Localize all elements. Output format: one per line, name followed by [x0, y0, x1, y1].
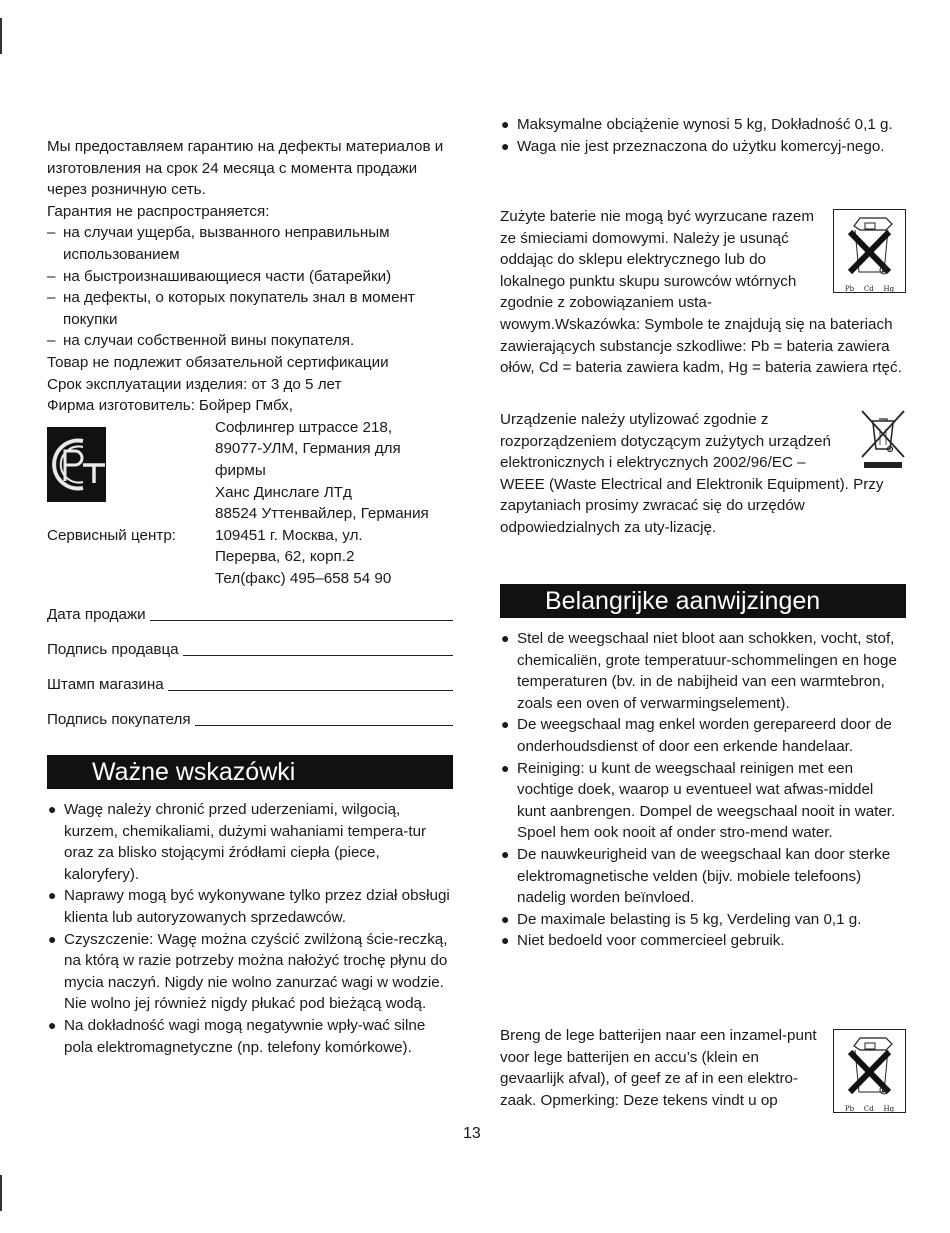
manufacturer-line: 89077-УЛМ, Германия для [215, 440, 401, 458]
label-cd: Cd [863, 1105, 874, 1113]
fill-in-line[interactable] [195, 725, 453, 726]
battery-icon-labels [834, 285, 905, 293]
bullet-icon: ● [501, 932, 510, 949]
section-heading-dutch: Belangrijke aanwijzingen [500, 584, 906, 618]
label-pb: Pb [844, 1105, 855, 1113]
service-center-lines [215, 525, 391, 590]
bullet-icon: ● [501, 137, 510, 154]
label-hg: Hg [883, 285, 895, 293]
bullet-icon: ● [501, 759, 510, 776]
battery-icon-labels [834, 1105, 905, 1113]
battery-disposal-block [500, 206, 906, 379]
list-item: – на случаи ущерба, вызванного неправильным использованием [47, 224, 390, 263]
battery-bin-crossed-icon [833, 209, 906, 293]
dutch-battery-block [500, 1025, 906, 1111]
list-item: ● Naprawy mogą być wykonywane tylko przez dział obsługi klienta lub autoryzowanych sprzedawców. [48, 887, 450, 926]
list-item: – на дефекты, о которых покупатель знал в момент покупки [47, 289, 415, 328]
list-item: ● Wagę należy chronić przed uderzeniami, wilgocią, kurzem, chemikaliami, dużymi wahaniami tempera-tur oraz za blisko stojącymi źródłami ciepła (piece, kaloryfery). [48, 801, 427, 883]
manufacturer-label: Фирма изготовитель: [47, 397, 195, 415]
manufacturer-address [47, 417, 453, 525]
signature-field-seller-signature[interactable] [47, 626, 453, 661]
signature-field-sale-date[interactable] [47, 591, 453, 626]
signature-fields [47, 591, 453, 731]
battery-bin-crossed-icon [833, 1029, 906, 1113]
manufacturer-line: фирмы [215, 461, 266, 479]
bullet-icon: ● [501, 716, 510, 733]
battery-disposal-text: Zużyte baterie nie mogą być wyrzucane razem ze śmieciami domowymi. Należy je usunąć oddając do sklepu elektrycznego lub do lokalnego punktu skupu surowców wtórnych zgodnie z zobowiązaniem usta-wowym.Wskazówka: Symbole te znajdują się na bateriach zawierających substancje szkodliwe: Pb = bateria zawiera ołów, Cd = bateria zawiera kadm, Hg = bateria zawiera rtęć. [500, 206, 906, 379]
section-heading-polish: Ważne wskazówki [47, 755, 453, 789]
manufacturer-block [47, 395, 453, 417]
manufacturer-line: Софлингер штрассе 218, [215, 418, 393, 436]
label-pb: Pb [844, 285, 855, 293]
service-center-line: 109451 г. Москва, ул. [215, 526, 363, 544]
fill-in-line[interactable] [183, 655, 453, 656]
field-label: Подпись продавца [47, 641, 179, 659]
crop-mark-top [0, 18, 2, 54]
bullet-icon: ● [501, 116, 510, 132]
weee-disposal-block [500, 409, 906, 539]
manufacturer-line: Бойрер Гмбх, [198, 397, 293, 415]
polish-spec-list [500, 114, 906, 157]
label-hg: Hg [883, 1105, 895, 1113]
list-item: ● Niet bedoeld voor commercieel gebruik. [500, 930, 906, 952]
list-item: ● De nauwkeurigheid van de weegschaal kan door sterke elektromagnetische velden (bijv. mobiele telefoons) nadelig worden beïnvloed. [501, 845, 891, 907]
page-number: 13 [463, 1125, 481, 1142]
certification-note: Товар не подлежит обязательной сертификации [47, 353, 389, 371]
service-center-label: Сервисный центр: [47, 526, 176, 544]
crop-mark-bottom [0, 1175, 2, 1211]
field-label: Дата продажи [47, 606, 146, 624]
gost-pct-certification-logo [47, 427, 106, 502]
list-item: ● De weegschaal mag enkel worden gerepareerd door de onderhoudsdienst of door een erkende handelaar. [501, 716, 892, 755]
list-item: ● Stel de weegschaal niet bloot aan schokken, vocht, stof, chemicaliën, grote temperatuur-schommelingen en hoge temperaturen (bv. in de nabijheid van een warmtebron, zoals een oven of verwarmingselement). [501, 630, 897, 712]
list-item: ● Reiniging: u kunt de weegschaal reinigen met een vochtige doek, waarop u eventueel wat afwas-middel kunt aanbrengen. Dompel de weegschaal nooit in water. Spoel hem ook nooit af onder stro-mend water. [501, 759, 896, 842]
field-label: Штамп магазина [47, 676, 164, 694]
dutch-battery-text: Breng de lege batterijen naar een inzamel-punt voor lege batterijen en accu’s (klein en gevaarlijk afval), of geef ze af in een elektro-zaak. Opmerking: Deze tekens vindt u op [500, 1027, 817, 1109]
warranty-exclusions-list [47, 222, 453, 352]
list-item: ● Czyszczenie: Wagę można czyścić zwilżoną ście-reczką, na którą w razie potrzeby można nałożyć trochę płynu do mycia naczyń. Nigdy nie wolno zanurzać wagi w wodzie. Nie wolno jej również nigdy płukać pod bieżącą wodą. [48, 930, 448, 1013]
fill-in-line[interactable] [168, 690, 453, 691]
fill-in-line[interactable] [150, 620, 453, 621]
list-item: – на случаи собственной вины покупателя. [47, 332, 355, 350]
service-center-line: Тел(факс) 495–658 54 90 [215, 569, 392, 587]
warranty-exclusions-heading: Гарантия не распространяется: [47, 202, 270, 220]
bullet-icon: ● [501, 845, 510, 862]
dutch-instructions-list [500, 628, 906, 952]
field-label: Подпись покупателя [47, 711, 191, 729]
bullet-icon: ● [48, 1016, 57, 1033]
manufacturer-address-lines [215, 417, 429, 525]
weee-disposal-text: Urządzenie należy utylizować zgodnie z rozporządzeniem dotyczącym zużytych urządzeń elektronicznych i elektrycznych 2002/96/EC – WEEE (Waste Electrical and Elektronik Equipment). Przy zapytaniach prosimy zwracać się do urzędów odpowiedzialnych za uty-lizację. [500, 409, 906, 539]
bullet-icon: ● [48, 801, 57, 817]
bullet-icon: ● [501, 630, 510, 646]
list-item: ● Na dokładność wagi mogą negatywnie wpły-wać silne pola elektromagnetyczne (np. telefony komórkowe). [48, 1016, 426, 1056]
warranty-intro: Мы предоставляем гарантию на дефекты материалов и изготовления на срок 24 месяца с момента продажи через розничную сеть. [47, 138, 444, 199]
bullet-icon: ● [48, 887, 57, 904]
polish-instructions-list [47, 799, 453, 1058]
manufacturer-line: 88524 Уттенвайлер, Германия [215, 505, 429, 523]
weee-crossed-bin-icon [860, 409, 906, 469]
service-center-block [47, 525, 453, 590]
signature-field-buyer-signature[interactable] [47, 696, 453, 731]
list-item: ● Maksymalne obciążenie wynosi 5 kg, Dokładność 0,1 g. [500, 114, 906, 136]
signature-field-store-stamp[interactable] [47, 661, 453, 696]
service-life: Срок эксплуатации изделия: от 3 до 5 лет [47, 375, 342, 393]
bullet-icon: ● [501, 910, 510, 927]
bullet-icon: ● [48, 930, 57, 947]
list-item: – на быстроизнашивающиеся части (батарейки) [47, 267, 392, 285]
service-center-line: Перерва, 62, корп.2 [215, 548, 355, 566]
list-item: ● De maximale belasting is 5 kg, Verdeling van 0,1 g. [500, 909, 906, 931]
manufacturer-line: Ханс Динслаге ЛТд [215, 483, 352, 501]
list-item: ● Waga nie jest przeznaczona do użytku komercyj-nego. [500, 136, 906, 158]
label-cd: Cd [863, 285, 874, 293]
